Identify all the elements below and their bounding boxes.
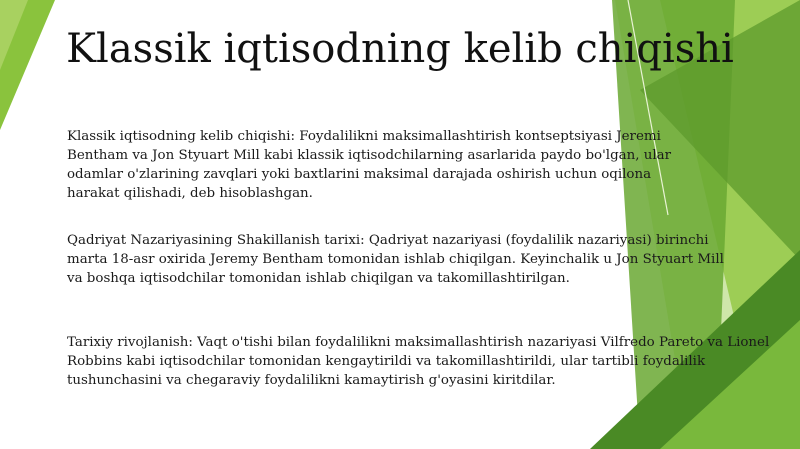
slide-title: Klassik iqtisodning kelib chiqishi	[66, 26, 734, 72]
paragraph-classical-origin: Klassik iqtisodning kelib chiqishi: Foydalilikni maksimallashtirish kontseptsiyasi Jeremi Bentham va Jon Styuart Mill kabi klassik iqtisodchilarning asarlarida paydo bo'lgan, ular odamlar o'zlarining zavqlari yoki baxtlarini maksimal darajada oshirish uchun oqilona harakat qilishadi, deb hisoblashgan.	[67, 129, 672, 201]
paragraph-value-theory-history: Qadriyat Nazariyasining Shakillanish tarixi: Qadriyat nazariyasi (foydalilik nazariyasi) birinchi marta 18-asr oxirida Jeremy Bentham tomonidan ishlab chiqilgan. Keyinchalik u Jon Styuart Mill va boshqa iqtisodchilar tomonidan ishlab chiqilgan va takomillashtirilgan.	[67, 233, 724, 286]
paragraph-historical-development: Tarixiy rivojlanish: Vaqt o'tishi bilan foydalilikni maksimallashtirish nazariyasi Vilfredo Pareto va Lionel Robbins kabi iqtisodchilar tomonidan kengaytirildi va takomillashtirildi, ular tartibli foydalilik tushunchasini va chegaraviy foydalilikni kamaytirish g'oyasini kiritdilar.	[67, 335, 770, 388]
